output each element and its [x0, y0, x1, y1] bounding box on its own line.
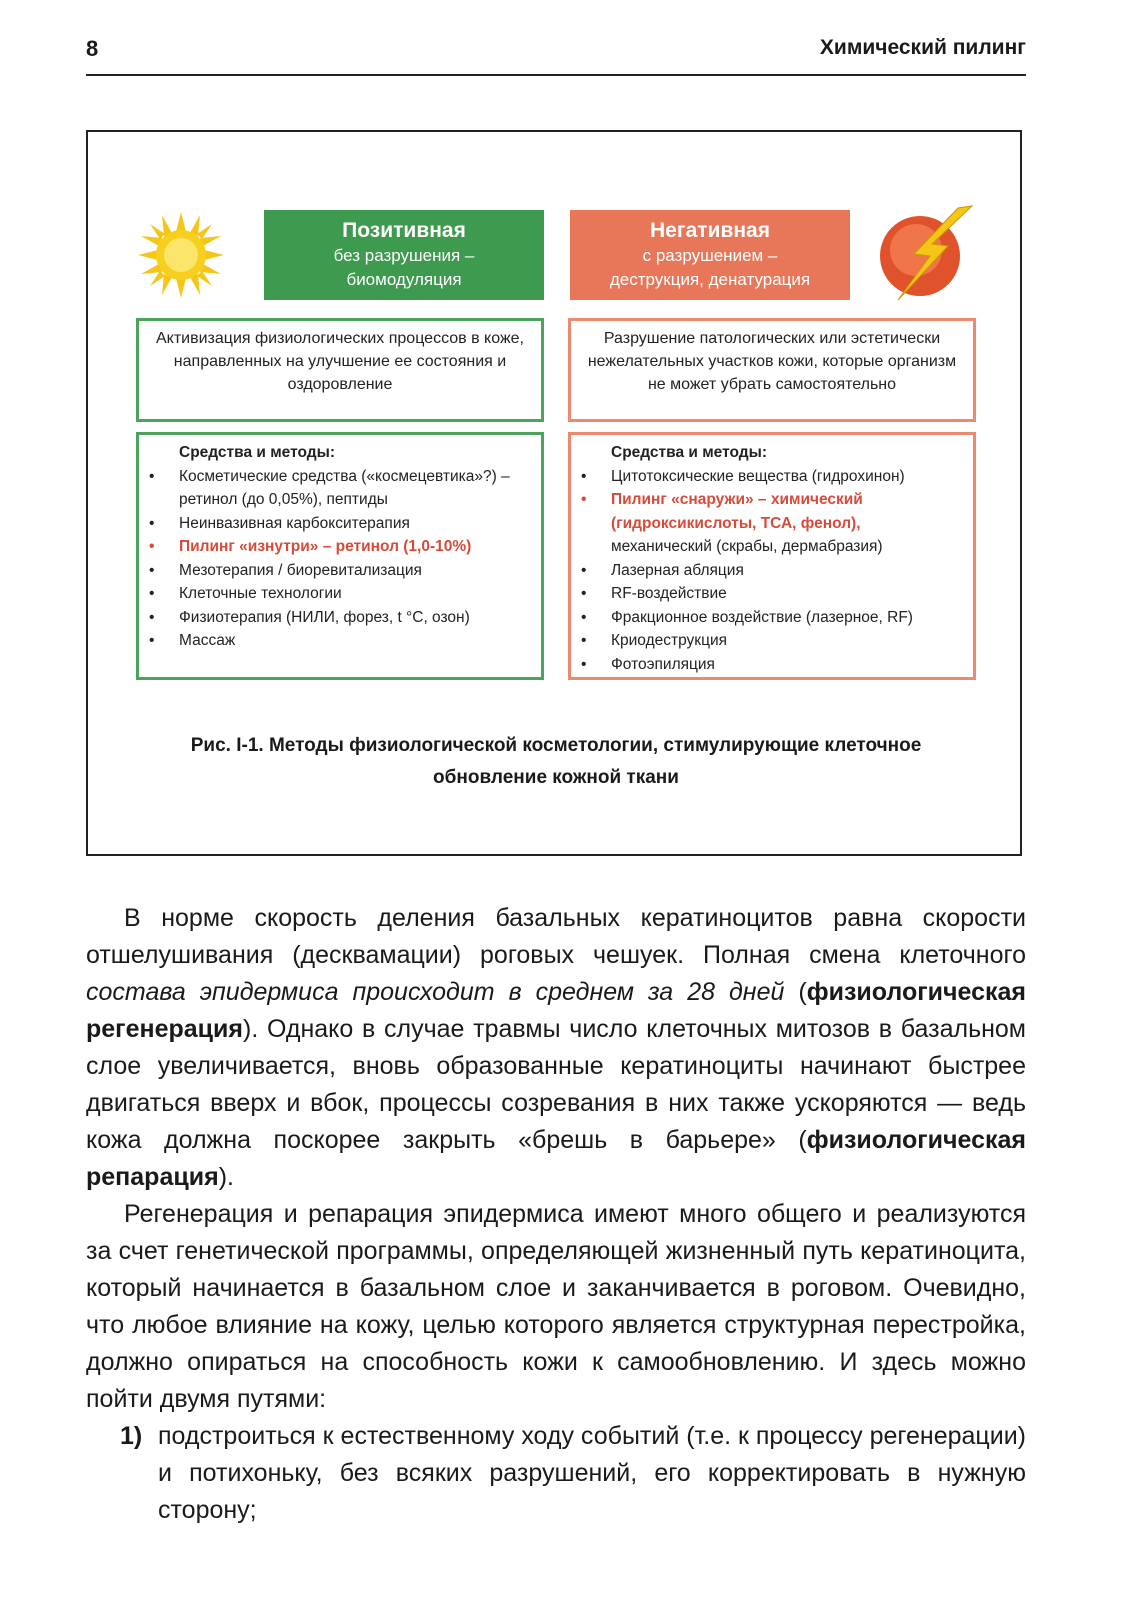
paragraph-1	[86, 900, 1026, 1196]
method-item: • Мезотерапия / биоревитализация	[139, 559, 533, 583]
negative-subtitle-line-1: с разрушением –	[642, 246, 778, 265]
bold-term: физиологическая регенерация	[86, 978, 1026, 1043]
caption-text: Методы физиологической косметологии, стимулирующие клеточное обновление кожной ткани	[268, 735, 922, 788]
list-number: 1)	[120, 1422, 143, 1450]
paragraph-text: В норме скорость деления базальных кератиноцитов равна скорости отшелушивания (десквамации) роговых чешуек. Полная смена клеточного	[86, 904, 1026, 969]
method-item: • Лазерная абляция	[571, 559, 965, 583]
page-number: 8	[86, 36, 99, 61]
method-item: • Фракционное воздействие (лазерное, RF)	[571, 606, 965, 630]
method-item: • Массаж	[139, 629, 533, 653]
paragraph-text: ).	[218, 1163, 234, 1191]
caption-label: Рис. I-1.	[190, 735, 264, 756]
method-item: • Цитотоксические вещества (гидрохинон)	[571, 465, 965, 489]
negative-methods-box	[568, 432, 976, 680]
method-item: • Косметические средства («космецевтика»?) – ретинол (до 0,05%), пептиды	[139, 465, 533, 512]
italic-text: состава эпидермиса происходит в среднем за 28 дней	[86, 978, 785, 1006]
paragraph-text: ). Однако в случае травмы число клеточных митозов в базальном слое увеличивается, вновь образованные кератиноциты начинают быстрее двигаться вверх и вбок, процессы созревания в них также ускоряются — ведь кожа должна поскорее закрыть «брешь в барьере» (	[86, 1015, 1026, 1154]
sun-icon	[136, 210, 226, 300]
method-item: • Фотоэпиляция	[571, 653, 965, 677]
method-item-highlight: • Пилинг «изнутри» – ретинол (1,0-10%)	[139, 535, 533, 559]
bold-term: физиологическая репарация	[86, 1126, 1026, 1191]
method-item: • RF-воздействие	[571, 582, 965, 606]
positive-title: Позитивная	[342, 219, 466, 242]
method-item-highlight	[571, 488, 965, 559]
method-item: • Неинвазивная карбокситерапия	[139, 512, 533, 536]
negative-methods-title: Средства и методы:	[611, 444, 767, 461]
numbered-list	[86, 1418, 1026, 1529]
method-continuation-text: механический (скрабы, дермабразия)	[611, 538, 883, 555]
positive-subtitle-line-2: биомодуляция	[346, 270, 462, 289]
negative-description: Разрушение патологических или эстетически нежелательных участков кожи, которые организм не может убрать самостоятельно	[568, 318, 976, 422]
list-item-text: подстроиться к естественному ходу событий (т.е. к процессу регенерации) и потихоньку, без всяких разрушений, его корректировать в нужную сторону;	[158, 1422, 1026, 1524]
method-item: • Клеточные технологии	[139, 582, 533, 606]
list-item	[86, 1418, 1026, 1529]
positive-subtitle-line-1: без разрушения –	[333, 246, 475, 265]
page-header	[86, 30, 1026, 76]
positive-header	[264, 210, 544, 300]
body-text	[86, 900, 1026, 1529]
figure-caption	[148, 730, 964, 794]
negative-title: Негативная	[650, 219, 770, 242]
method-item: • Криодеструкция	[571, 629, 965, 653]
negative-header	[570, 210, 850, 300]
lightning-bolt-icon	[876, 204, 976, 304]
paragraph-text: (	[784, 978, 807, 1006]
paragraph-2: Регенерация и репарация эпидермиса имеют много общего и реализуются за счет генетической программы, определяющей жизненный путь кератиноцита, который начинается в базальном слое и заканчивается в роговом. Очевидно, что любое влияние на кожу, целью которого является структурная перестройка, должно опираться на способность кожи к самообновлению. И здесь можно пойти двумя путями:	[86, 1200, 1026, 1413]
negative-subtitle-line-2: деструкция, денатурация	[609, 270, 811, 289]
method-highlight-text: Пилинг «снаружи» – химический (гидроксикислоты, ТСА, фенол),	[611, 491, 863, 532]
positive-methods-box	[136, 432, 544, 680]
method-item: • Физиотерапия (НИЛИ, форез, t °С, озон)	[139, 606, 533, 630]
positive-description: Активизация физиологических процессов в коже, направленных на улучшение ее состояния и оздоровление	[136, 318, 544, 422]
figure-frame	[86, 130, 1022, 856]
positive-methods-title: Средства и методы:	[179, 444, 335, 461]
running-title: Химический пилинг	[819, 36, 1026, 59]
